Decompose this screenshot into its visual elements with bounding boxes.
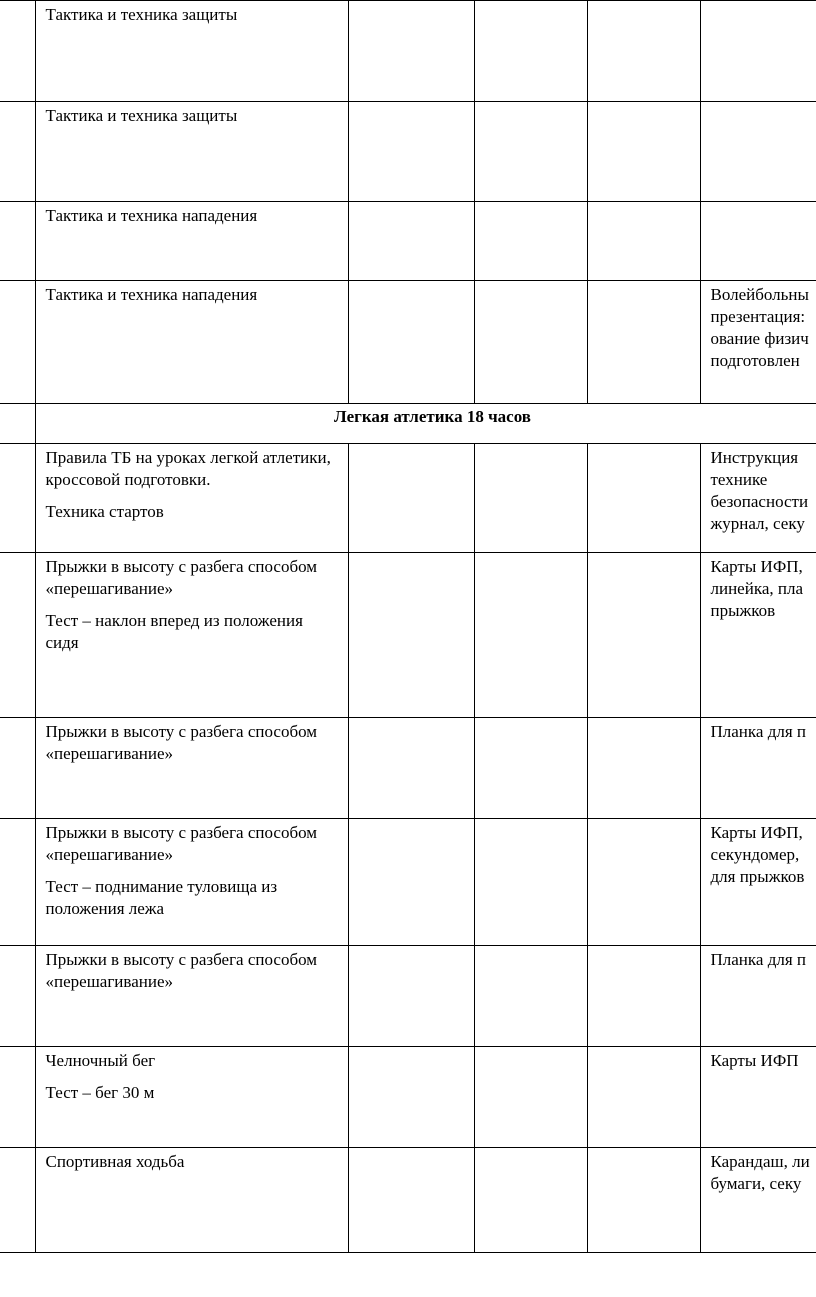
table-row: [0, 202, 816, 281]
empty-cell: [587, 819, 700, 946]
topic-text: Прыжки в высоту с разбега способом «перешагивание»: [45, 722, 318, 763]
topic-cell: [35, 202, 348, 281]
resources-cell: [700, 718, 816, 819]
empty-cell: [587, 444, 700, 553]
section-row: [0, 404, 816, 444]
resources-cell: [700, 946, 816, 1047]
resources-cell: [700, 1148, 816, 1253]
resource-text: Карты ИФП,: [710, 823, 803, 842]
resources-cell: [700, 553, 816, 718]
topic-text: Прыжки в высоту с разбега способом «перешагивание»: [45, 557, 318, 598]
topic-text: Тактика и техника защиты: [45, 5, 238, 24]
resource-text: презентация:: [710, 307, 806, 326]
resources-cell: [700, 281, 816, 404]
resource-text: бумаги, секу: [710, 1174, 802, 1193]
empty-cell: [474, 202, 587, 281]
empty-cell: [474, 102, 587, 202]
topic-cell: [35, 946, 348, 1047]
resource-text: Карандаш, ли: [710, 1152, 810, 1171]
empty-cell: [474, 553, 587, 718]
resource-text: линейка, пла: [710, 579, 803, 598]
topic-text: Правила ТБ на уроках легкой атлетики, кроссовой подготовки.: [45, 448, 331, 489]
empty-cell: [474, 1047, 587, 1148]
table-row: [0, 718, 816, 819]
number-cell: [0, 718, 35, 819]
table-row: [0, 1047, 816, 1148]
table-row: [0, 444, 816, 553]
resources-cell: [700, 102, 816, 202]
empty-cell: [348, 1148, 474, 1253]
number-cell: [0, 404, 35, 444]
empty-cell: [474, 281, 587, 404]
resources-cell: [700, 202, 816, 281]
section-heading: Легкая атлетика 18 часов: [35, 404, 816, 444]
empty-cell: [348, 819, 474, 946]
resource-text: прыжков: [710, 601, 776, 620]
topic-cell: [35, 281, 348, 404]
empty-cell: [474, 1, 587, 102]
number-cell: [0, 1148, 35, 1253]
resource-text: безопасности: [710, 492, 809, 511]
topic-text: Техника стартов: [45, 502, 164, 521]
resource-text: Карты ИФП,: [710, 557, 803, 576]
number-cell: [0, 444, 35, 553]
number-cell: [0, 102, 35, 202]
empty-cell: [474, 1148, 587, 1253]
topic-text: Тактика и техника защиты: [45, 106, 238, 125]
table-row: [0, 946, 816, 1047]
topic-cell: [35, 718, 348, 819]
topic-text: Прыжки в высоту с разбега способом «перешагивание»: [45, 950, 318, 991]
empty-cell: [587, 718, 700, 819]
number-cell: [0, 1047, 35, 1148]
table-row: [0, 553, 816, 718]
number-cell: [0, 281, 35, 404]
topic-text: Спортивная ходьба: [45, 1152, 185, 1171]
topic-text: Прыжки в высоту с разбега способом «перешагивание»: [45, 823, 318, 864]
resource-text: ование физич: [710, 329, 809, 348]
empty-cell: [348, 1, 474, 102]
empty-cell: [348, 202, 474, 281]
topic-cell: [35, 444, 348, 553]
number-cell: [0, 553, 35, 718]
topic-text: Тест – поднимание туловища из положения лежа: [45, 877, 278, 918]
resource-text: секундомер,: [710, 845, 800, 864]
resource-text: Инструкция: [710, 448, 799, 467]
topic-text: Тактика и техника нападения: [45, 206, 258, 225]
topic-text: Тест – наклон вперед из положения сидя: [45, 611, 303, 652]
resource-text: журнал, секу: [710, 514, 805, 533]
empty-cell: [348, 946, 474, 1047]
table-row: [0, 102, 816, 202]
empty-cell: [587, 946, 700, 1047]
resource-text: Планка для п: [710, 722, 807, 741]
table-row: [0, 819, 816, 946]
empty-cell: [474, 819, 587, 946]
topic-cell: [35, 819, 348, 946]
empty-cell: [587, 281, 700, 404]
empty-cell: [348, 444, 474, 553]
empty-cell: [587, 1, 700, 102]
empty-cell: [587, 1047, 700, 1148]
empty-cell: [348, 718, 474, 819]
topic-text: Тактика и техника нападения: [45, 285, 258, 304]
resources-cell: [700, 444, 816, 553]
resource-text: Волейбольны: [710, 285, 809, 304]
resource-text: подготовлен: [710, 351, 800, 370]
empty-cell: [348, 1047, 474, 1148]
empty-cell: [587, 102, 700, 202]
table-row: [0, 281, 816, 404]
resources-cell: [700, 819, 816, 946]
empty-cell: [587, 553, 700, 718]
resource-text: для прыжков: [710, 867, 805, 886]
empty-cell: [348, 102, 474, 202]
number-cell: [0, 819, 35, 946]
resource-text: Планка для п: [710, 950, 807, 969]
resources-cell: [700, 1047, 816, 1148]
empty-cell: [474, 444, 587, 553]
resource-text: технике: [710, 470, 768, 489]
topic-cell: [35, 102, 348, 202]
resources-cell: [700, 1, 816, 102]
table-row: [0, 1, 816, 102]
topic-cell: [35, 1, 348, 102]
topic-cell: [35, 1148, 348, 1253]
empty-cell: [348, 553, 474, 718]
number-cell: [0, 202, 35, 281]
empty-cell: [587, 1148, 700, 1253]
table-row: [0, 1148, 816, 1253]
topic-cell: [35, 1047, 348, 1148]
resource-text: Карты ИФП: [710, 1051, 799, 1070]
topic-text: Тест – бег 30 м: [45, 1083, 155, 1102]
topic-text: Челночный бег: [45, 1051, 156, 1070]
empty-cell: [587, 202, 700, 281]
empty-cell: [348, 281, 474, 404]
number-cell: [0, 1, 35, 102]
topic-cell: [35, 553, 348, 718]
empty-cell: [474, 718, 587, 819]
number-cell: [0, 946, 35, 1047]
empty-cell: [474, 946, 587, 1047]
